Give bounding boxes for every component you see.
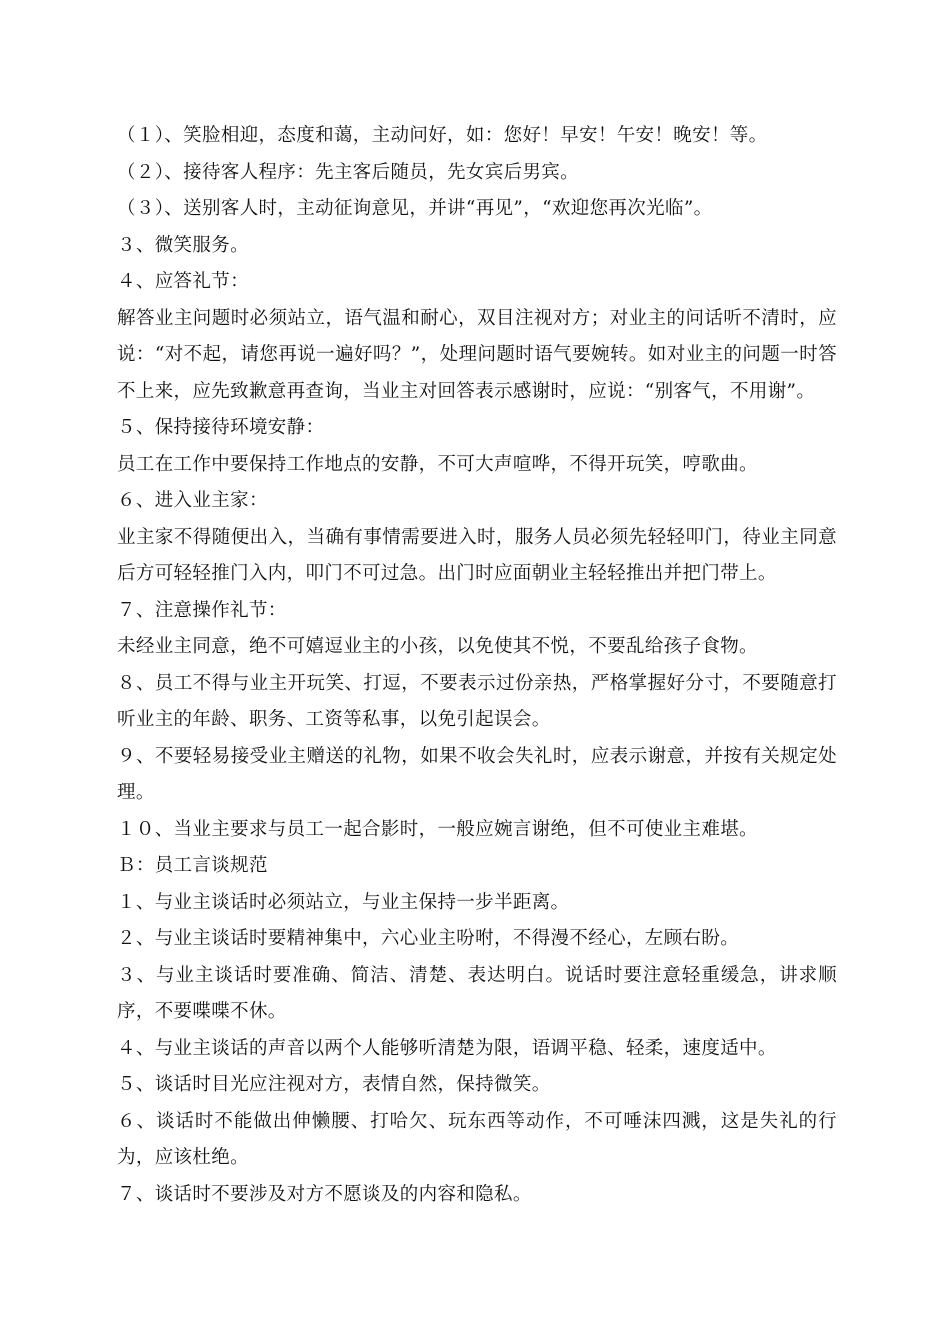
- paragraph-rule-9: ９、不要轻易接受业主赠送的礼物，如果不收会失礼时，应表示谢意，并按有关规定处理。: [117, 745, 837, 803]
- paragraph-speech-rule-4: ４、与业主谈话的声音以两个人能够听清楚为限，语调平稳、轻柔，速度适中。: [117, 1037, 777, 1059]
- paragraph-speech-rule-1: １、与业主谈话时必须站立，与业主保持一步半距离。: [117, 891, 570, 913]
- paragraph-greeting-rule-3: （３）、送别客人时，主动征询意见，并讲“再见”，“欢迎您再次光临”。: [117, 198, 713, 219]
- paragraph-rule-10: １０、当业主要求与员工一起合影时，一般应婉言谢绝，但不可使业主难堪。: [117, 818, 758, 840]
- paragraph-entering-home-body: 业主家不得随便出入，当确有事情需要进入时，服务人员必须先轻轻叩门，待业主同意后方可轻轻推门入内，叩门不可过急。出门时应面朝业主轻轻推出并把门带上。: [117, 526, 837, 584]
- paragraph-response-etiquette-heading: ４、应答礼节：: [117, 271, 249, 292]
- section-heading-speech-standards: Ｂ：员工言谈规范: [117, 855, 268, 876]
- paragraph-operation-etiquette-heading: ７、注意操作礼节：: [117, 599, 287, 621]
- paragraph-speech-rule-2: ２、与业主谈话时要精神集中，六心业主吩咐，不得漫不经心，左顾右盼。: [117, 928, 740, 949]
- paragraph-speech-rule-6: ６、谈话时不能做出伸懒腰、打哈欠、玩东西等动作，不可唾沫四溅，这是失礼的行为，应该杜绝。: [117, 1110, 837, 1168]
- paragraph-speech-rule-5: ５、谈话时目光应注视对方，表情自然，保持微笑。: [117, 1074, 551, 1095]
- paragraph-greeting-rule-2: （２）、接待客人程序：先主客后随员，先女宾后男宾。: [117, 161, 580, 183]
- paragraph-entering-home-heading: ６、进入业主家：: [117, 490, 268, 511]
- document-body: [117, 118, 837, 1213]
- paragraph-greeting-rule-1: （１）、笑脸相迎，态度和蔼，主动问好，如：您好！早安！午安！晚安！等。: [117, 125, 768, 146]
- paragraph-quiet-environment-heading: ５、保持接待环境安静：: [117, 417, 325, 438]
- paragraph-speech-rule-3: ３、与业主谈话时要准确、简洁、清楚、表达明白。说话时要注意轻重缓急，讲求顺序，不要喋喋不休。: [117, 964, 837, 1022]
- paragraph-rule-8: ８、员工不得与业主开玩笑、打逗，不要表示过份亲热，严格掌握好分寸，不要随意打听业主的年龄、职务、工资等私事，以免引起误会。: [117, 672, 837, 730]
- paragraph-quiet-environment-body: 员工在工作中要保持工作地点的安静，不可大声喧哗，不得开玩笑，哼歌曲。: [117, 453, 758, 475]
- paragraph-operation-etiquette-body: 未经业主同意，绝不可嬉逗业主的小孩，以免使其不悦，不要乱给孩子食物。: [117, 636, 758, 657]
- paragraph-response-etiquette-body: 解答业主问题时必须站立，语气温和耐心，双目注视对方；对业主的问话听不清时，应说：“对不起，请您再说一遍好吗？”，处理问题时语气要婉转。如对业主的问题一时答不上来，应先致歉意再查询，当业主对回答表示感谢时，应说：“别客气，不用谢”。: [117, 307, 837, 402]
- paragraph-speech-rule-7: ７、谈话时不要涉及对方不愿谈及的内容和隐私。: [117, 1183, 532, 1205]
- paragraph-smile-service: ３、微笑服务。: [117, 234, 249, 256]
